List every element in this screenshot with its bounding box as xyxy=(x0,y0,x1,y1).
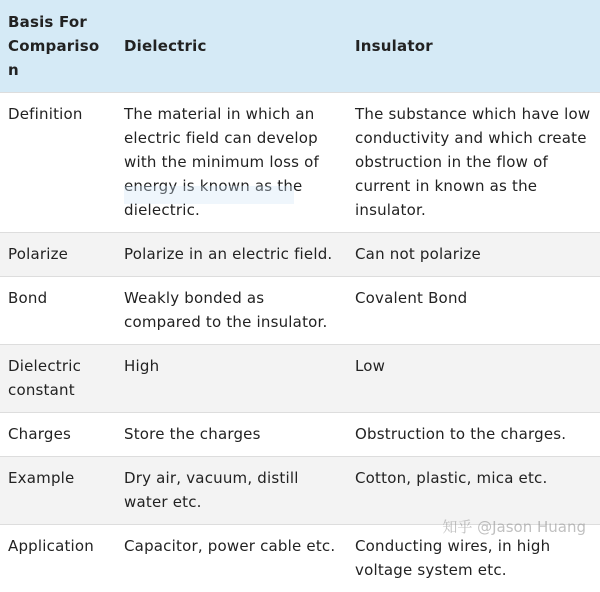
dielectric-cell: Capacitor, power cable etc. xyxy=(116,525,347,592)
row-label: Example xyxy=(0,457,116,525)
row-label: Charges xyxy=(0,413,116,457)
row-label: Definition xyxy=(0,93,116,233)
header-basis: Basis For Comparison xyxy=(0,0,116,93)
watermark: 知乎 @Jason Huang xyxy=(442,516,586,537)
dielectric-cell: Dry air, vacuum, distill water etc. xyxy=(116,457,347,525)
table-row xyxy=(0,277,600,345)
insulator-cell: Covalent Bond xyxy=(347,277,600,345)
dielectric-cell: High xyxy=(116,345,347,413)
dielectric-cell: Polarize in an electric field. xyxy=(116,233,347,277)
row-label: Application xyxy=(0,525,116,592)
table-row xyxy=(0,233,600,277)
header-dielectric: Dielectric xyxy=(116,0,347,93)
insulator-cell: Obstruction to the charges. xyxy=(347,413,600,457)
faded-overlay xyxy=(124,186,294,204)
row-label: Bond xyxy=(0,277,116,345)
row-label: Polarize xyxy=(0,233,116,277)
dielectric-cell: The material in which an electric field can develop with the minimum loss of energy is known as the dielectric. xyxy=(116,93,347,233)
insulator-cell: The substance which have low conductivity and which create obstruction in the flow of current in known as the insulator. xyxy=(347,93,600,233)
table-header-row xyxy=(0,0,600,93)
row-label: Dielectric constant xyxy=(0,345,116,413)
dielectric-cell: Store the charges xyxy=(116,413,347,457)
table-row xyxy=(0,413,600,457)
insulator-cell: Can not polarize xyxy=(347,233,600,277)
insulator-cell: Low xyxy=(347,345,600,413)
table-row xyxy=(0,345,600,413)
insulator-cell: Cotton, plastic, mica etc. xyxy=(347,457,600,525)
dielectric-cell: Weakly bonded as compared to the insulator. xyxy=(116,277,347,345)
insulator-cell: Conducting wires, in high voltage system etc. xyxy=(347,525,600,592)
table-row xyxy=(0,93,600,233)
header-insulator: Insulator xyxy=(347,0,600,93)
table-row xyxy=(0,457,600,525)
